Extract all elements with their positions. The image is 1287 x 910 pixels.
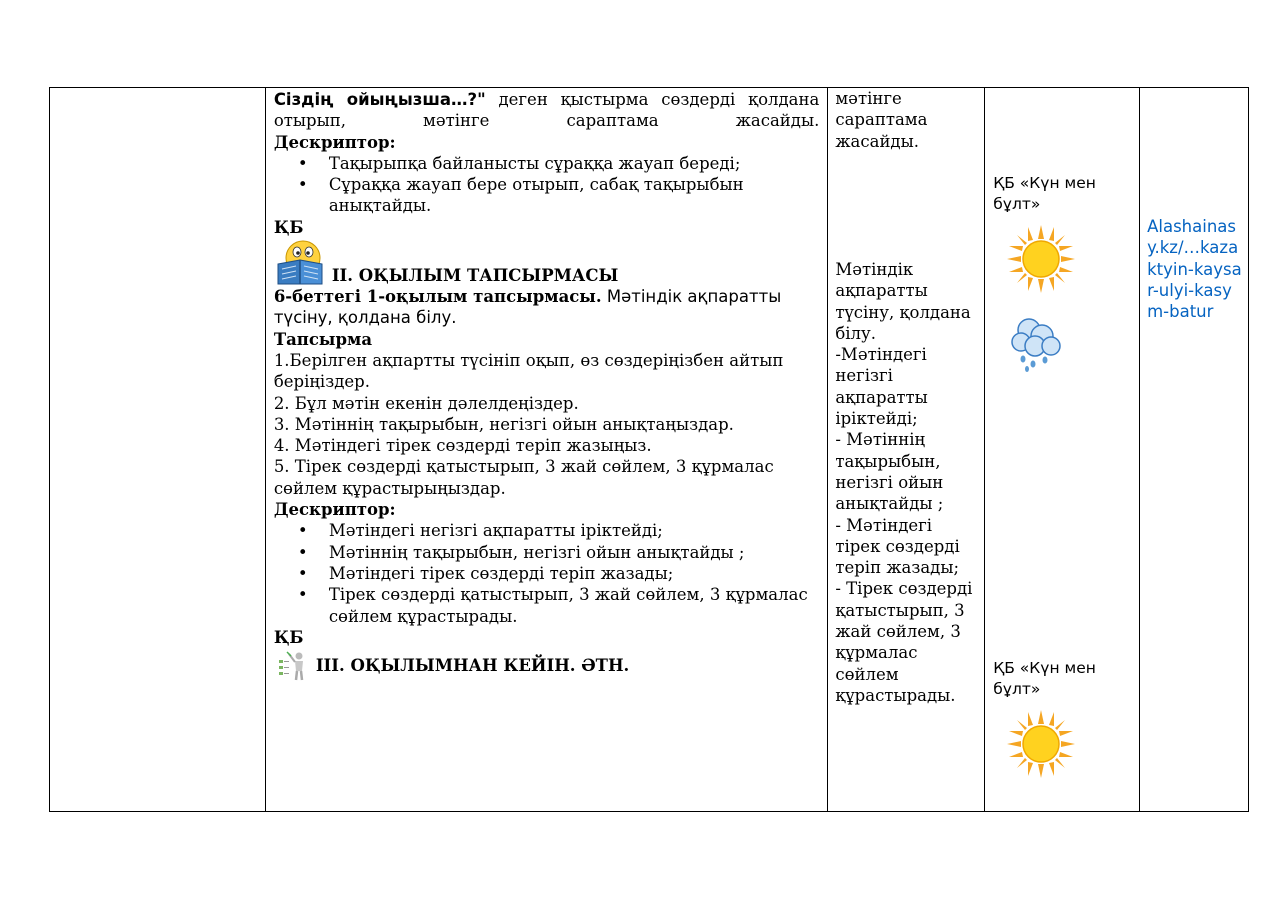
kb-label-1: ҚБ xyxy=(273,217,304,237)
descriptor-label-1: Дескриптор: xyxy=(273,132,396,152)
list-item: • Сұраққа жауап бере отырып, сабақ тақырыбын анықтайды. xyxy=(274,174,820,217)
descriptor-list-1 xyxy=(274,153,820,217)
intro-rest: деген қыстырма сөздерді қолдана отырып, мәтінге сараптама жасайды. xyxy=(273,90,820,131)
resources-column xyxy=(1140,88,1248,811)
content-column xyxy=(266,88,829,811)
sun-icon xyxy=(1005,708,1077,780)
task-line: 3. Мәтіннің тақырыбын, негізгі ойын анықтаңыздар. xyxy=(273,414,734,434)
task-ref-bold: 6-беттегі 1-оқылым тапсырмасы. xyxy=(273,287,602,307)
cloud-rain-icon xyxy=(1007,314,1067,374)
list-item: • Тірек сөздерді қатыстырып, 3 жай сөйлем, 3 құрмалас сөйлем құрастырады. xyxy=(274,584,820,627)
task-line: 4. Мәтіндегі тірек сөздерді теріп жазыңыз. xyxy=(273,436,652,456)
section-2-title: II. ОҚЫЛЫМ ТАПСЫРМАСЫ xyxy=(331,265,619,285)
list-item: • Мәтіндегі негізгі ақпаратты іріктейді; xyxy=(274,520,820,541)
results-main-text: Мәтіндік ақпаратты түсіну, қолдана білу. -Мәтіндегі негізгі ақпаратты іріктейді; - Мәтіннің тақырыбын, негізгі ойын анықтайды ; - Мәтіндегі тірек сөздерді теріп жазады; - Тірек сөздерді қатыстырып, 3 жай сөйлем, 3 құрмалас сөйлем құрастырады. xyxy=(835,260,973,705)
person-checklist-icon xyxy=(278,650,310,682)
section-3-heading xyxy=(274,650,820,682)
list-item: • Мәтіннің тақырыбын, негізгі ойын анықтайды ; xyxy=(274,542,820,563)
task-label: Тапсырма xyxy=(273,329,373,349)
intro-paragraph xyxy=(274,89,820,132)
task-ref-rest: Мәтіндік ақпаратты түсіну, қолдана білу. xyxy=(273,287,782,328)
kb-label-2: ҚБ xyxy=(273,627,304,647)
assessment-label-2: ҚБ «Күн мен бұлт» xyxy=(993,659,1096,698)
assessment-column xyxy=(985,88,1140,811)
results-column xyxy=(828,88,985,811)
book-reader-icon xyxy=(274,238,326,286)
section-2-heading xyxy=(274,238,820,286)
resource-link[interactable]: Alashainasy.kz/…kazaktyin-kaysar-ulyi-kasym-batur xyxy=(1147,217,1242,322)
task-line: 2. Бұл мәтін екенін дәлелдеңіздер. xyxy=(273,393,579,413)
intro-bold: Сіздің ойыңызша…?" xyxy=(273,90,486,109)
task-line: 5. Тірек сөздерді қатыстырып, 3 жай сөйлем, 3 құрмалас сөйлем құрастырыңыздар. xyxy=(273,457,774,498)
sun-icon xyxy=(1005,223,1077,295)
section-3-title: III. ОҚЫЛЫМНАН КЕЙІН. ӘТН. xyxy=(315,656,630,676)
stage-column xyxy=(50,88,266,811)
results-top-text: мәтінге сараптама жасайды. xyxy=(835,89,928,151)
assessment-label-1: ҚБ «Күн мен бұлт» xyxy=(993,174,1096,213)
task-line: 1.Берілген ақпартты түсініп оқып, өз сөздеріңізбен айтып беріңіздер. xyxy=(273,350,784,392)
descriptor-list-2 xyxy=(274,520,820,626)
list-item: • Тақырыпқа байланысты сұраққа жауап береді; xyxy=(274,153,820,174)
lesson-table xyxy=(49,87,1249,812)
task-reference xyxy=(274,286,820,329)
list-item: • Мәтіндегі тірек сөздерді теріп жазады; xyxy=(274,563,820,584)
descriptor-label-2: Дескриптор: xyxy=(273,500,396,520)
